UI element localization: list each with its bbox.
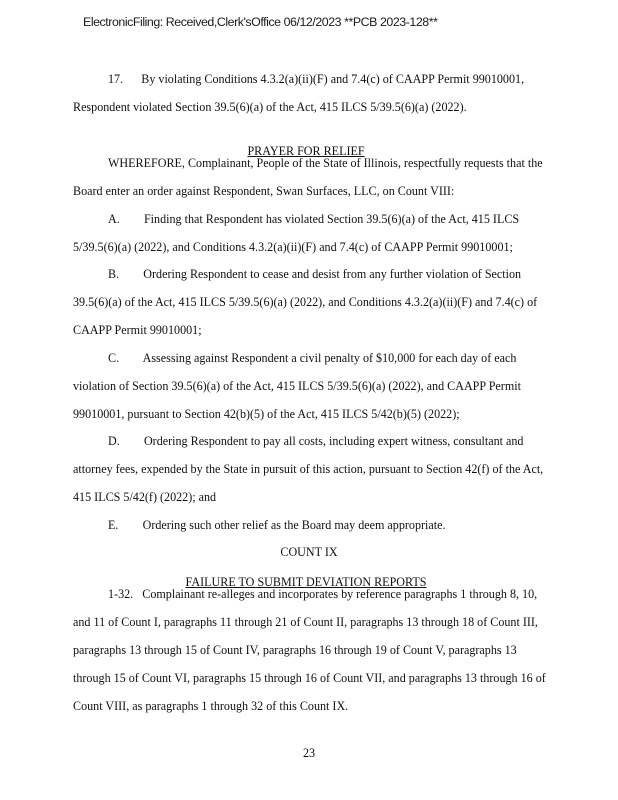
body-line: B. Ordering Respondent to cease and desist from any further violation of Section [108, 267, 522, 281]
body-line: Board enter an order against Respondent, Swan Surfaces, LLC, on Count VIII: [73, 184, 455, 198]
count-heading: COUNT IX [280, 545, 338, 559]
body-line: attorney fees, expended by the State in pursuit of this action, pursuant to Section 42(f) of the Act, [73, 462, 544, 476]
page-number: 23 [302, 746, 316, 760]
body-line: 39.5(6)(a) of the Act, 415 ILCS 5/39.5(6)(a) (2022), and Conditions 4.3.2(a)(ii)(F) and 7.4(c) of [73, 295, 538, 309]
body-line: 99010001, pursuant to Section 42(b)(5) of the Act, 415 ILCS 5/42(b)(5) (2022); [73, 407, 460, 421]
body-line: 1-32. Complainant re-alleges and incorporates by reference paragraphs 1 through 8, 10, [108, 587, 538, 601]
body-line: Count VIII, as paragraphs 1 through 32 of this Count IX. [73, 699, 349, 713]
body-line: A. Finding that Respondent has violated Section 39.5(6)(a) of the Act, 415 ILCS [108, 212, 520, 226]
body-line: CAAPP Permit 99010001; [73, 323, 202, 337]
filing-header: ElectronicFiling: Received,Clerk'sOffice 06/12/2023 **PCB 2023-128** [83, 15, 438, 29]
body-line: and 11 of Count I, paragraphs 11 through 21 of Count II, paragraphs 13 through 18 of Count III, [73, 615, 538, 629]
body-line: Respondent violated Section 39.5(6)(a) of the Act, 415 ILCS 5/39.5(6)(a) (2022). [73, 100, 467, 114]
body-line: violation of Section 39.5(6)(a) of the Act, 415 ILCS 5/39.5(6)(a) (2022), and CAAPP Permit [73, 379, 521, 393]
prayer-heading: PRAYER FOR RELIEF [247, 144, 365, 158]
body-line: 5/39.5(6)(a) (2022), and Conditions 4.3.2(a)(ii)(F) and 7.4(c) of CAAPP Permit 99010001; [73, 240, 513, 254]
body-line: 415 ILCS 5/42(f) (2022); and [73, 490, 217, 504]
body-line: through 15 of Count VI, paragraphs 15 through 16 of Count VII, and paragraphs 13 through 16 of [73, 671, 546, 685]
body-line: WHEREFORE, Complainant, People of the State of Illinois, respectfully requests that the [108, 156, 543, 170]
body-line: D. Ordering Respondent to pay all costs, including expert witness, consultant and [108, 434, 524, 448]
count-title: FAILURE TO SUBMIT DEVIATION REPORTS [185, 575, 427, 589]
body-line: E. Ordering such other relief as the Board may deem appropriate. [108, 518, 446, 532]
body-line: paragraphs 13 through 15 of Count IV, paragraphs 16 through 19 of Count V, paragraphs 13 [73, 643, 517, 657]
body-line: C. Assessing against Respondent a civil penalty of $10,000 for each day of each [108, 351, 517, 365]
body-line: 17. By violating Conditions 4.3.2(a)(ii)(F) and 7.4(c) of CAAPP Permit 99010001, [108, 72, 525, 86]
